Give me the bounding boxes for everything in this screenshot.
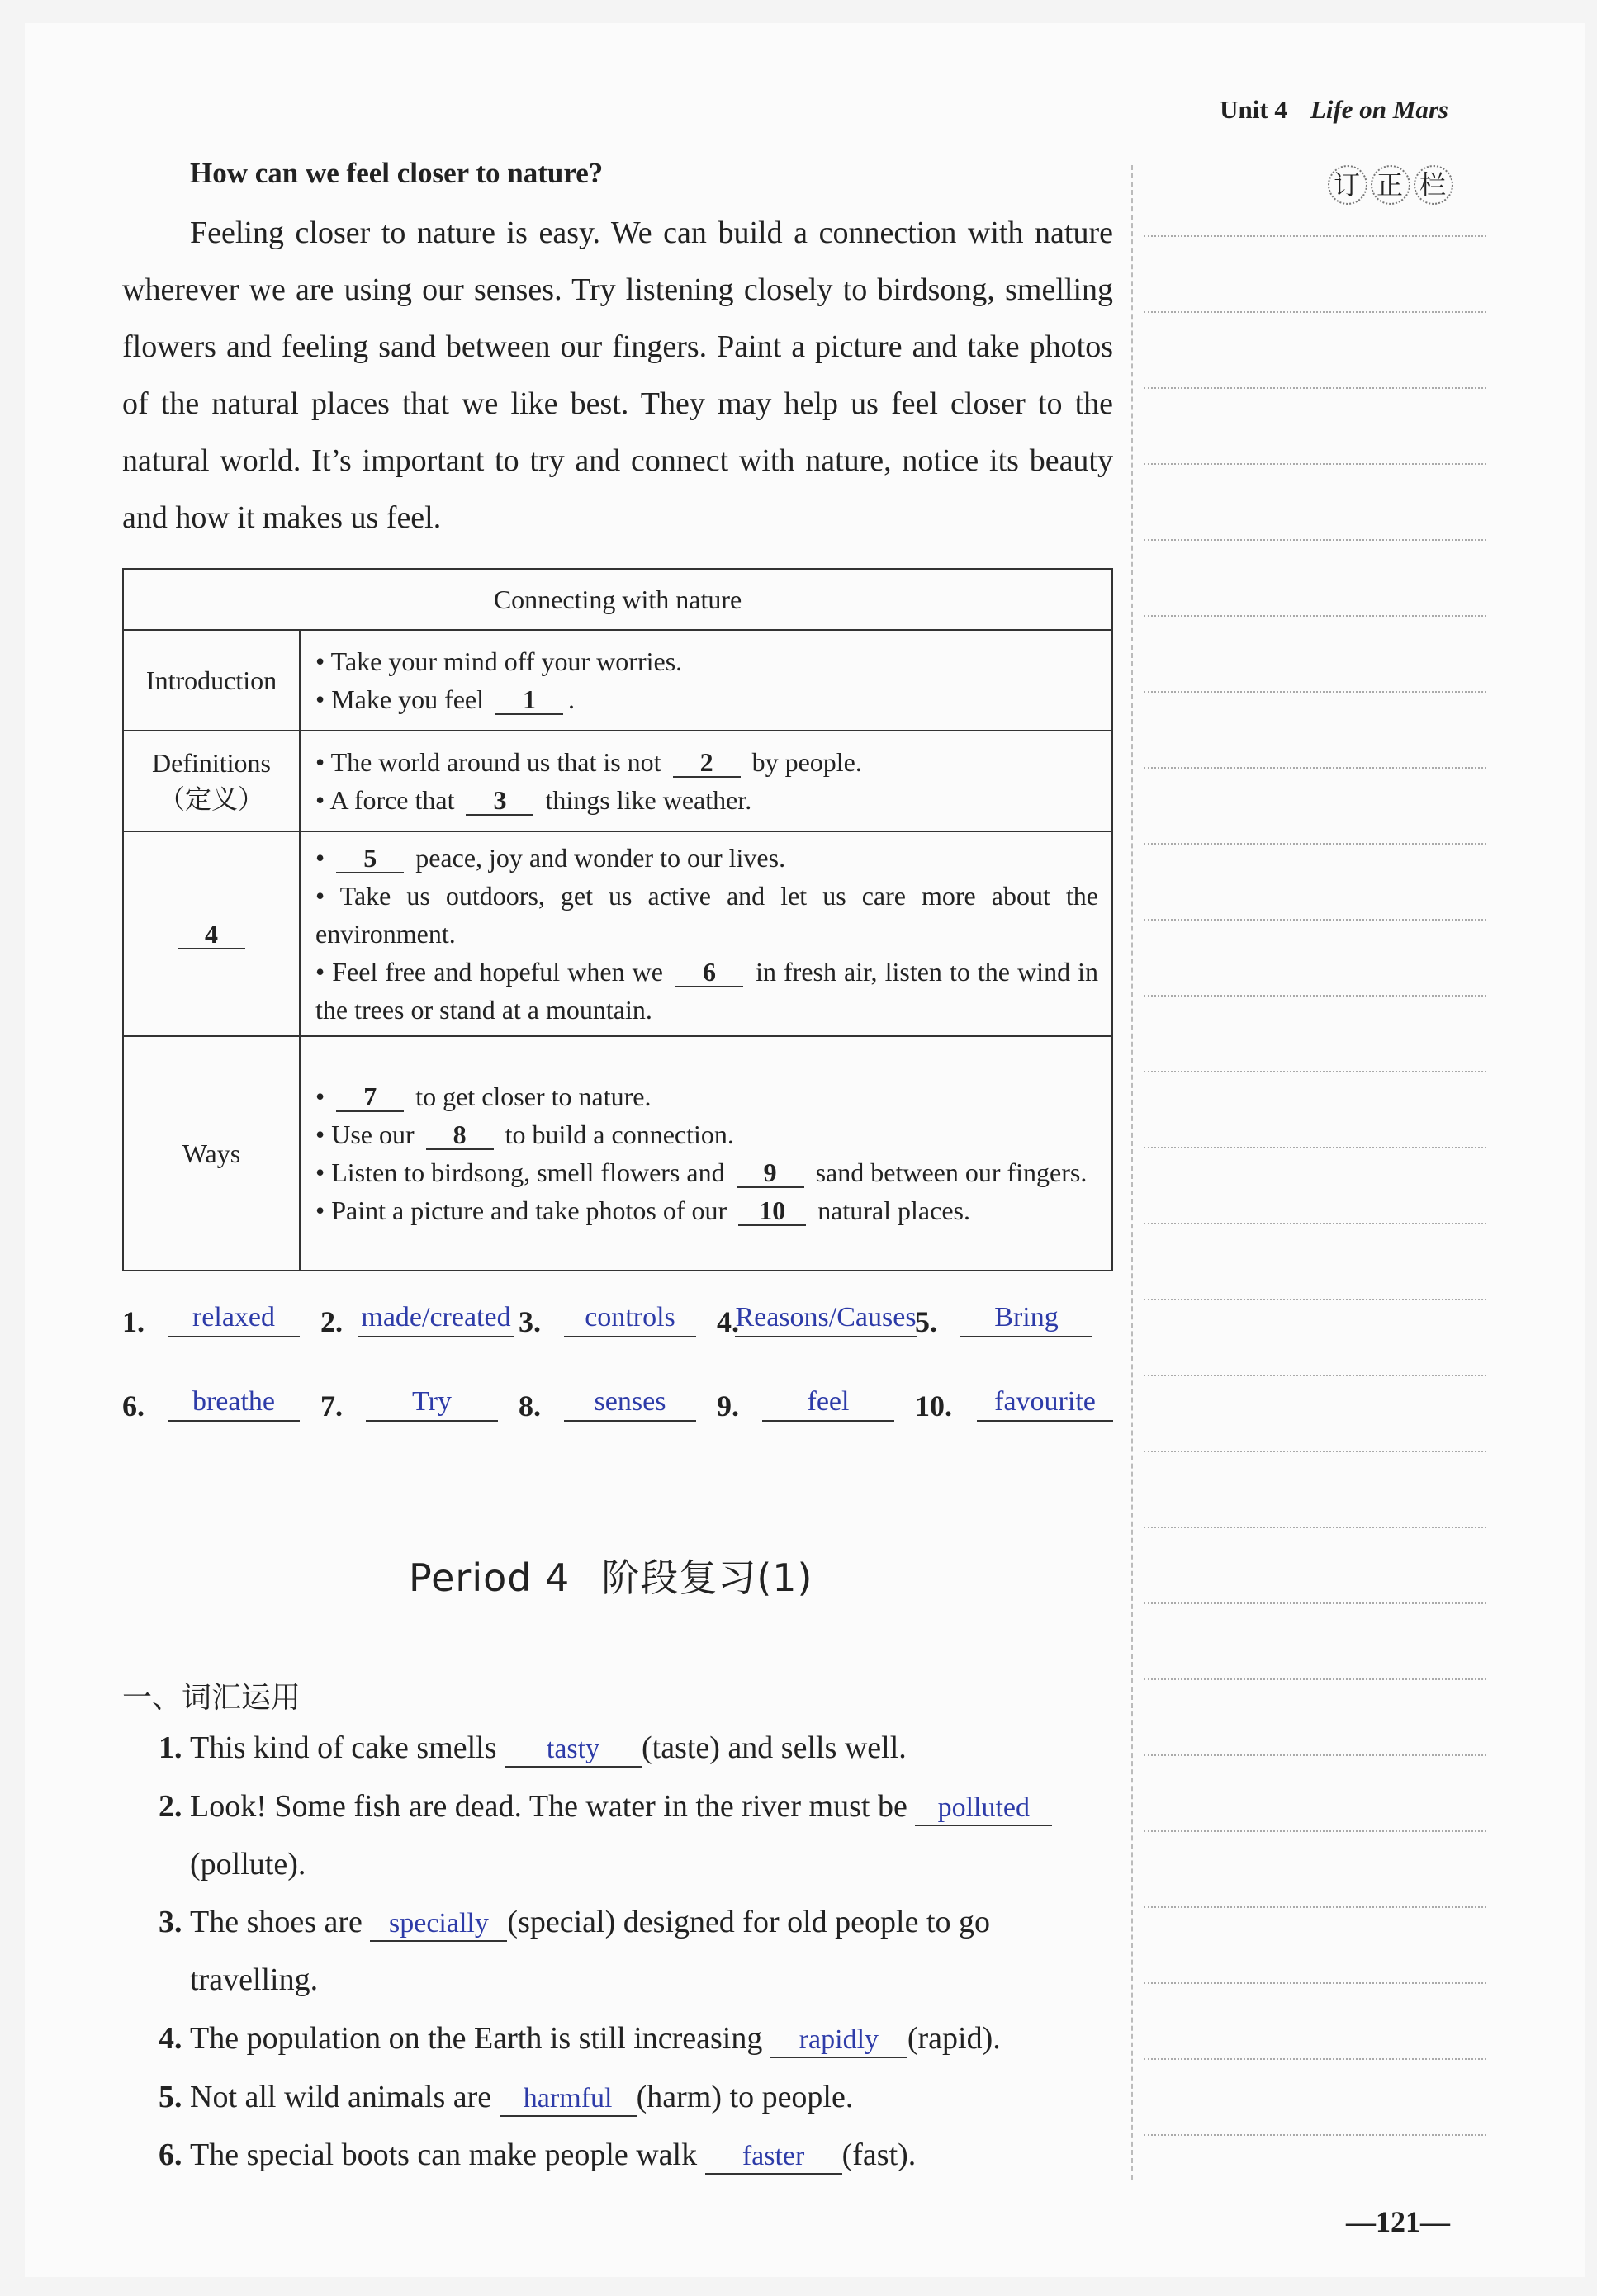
blank-3[interactable]: 3 xyxy=(466,786,533,816)
correction-line xyxy=(1144,1830,1486,1832)
blank-8[interactable]: 8 xyxy=(426,1120,494,1150)
blank-6[interactable]: 6 xyxy=(675,958,743,987)
answer-value[interactable]: Reasons/Causes xyxy=(735,1299,917,1337)
row-content xyxy=(300,630,1112,731)
answer-blank[interactable]: faster xyxy=(705,2140,842,2175)
row-label xyxy=(123,831,300,1036)
correction-line xyxy=(1144,995,1486,997)
answer-value[interactable]: feel xyxy=(762,1384,894,1422)
correction-line xyxy=(1144,1223,1486,1224)
answer-item: 6. breathe xyxy=(122,1389,145,1423)
exercise-item: 4. The population on the Earth is still increasing rapidly (rapid). xyxy=(190,2010,1115,2067)
table-line: • 7 to get closer to nature. xyxy=(315,1082,652,1111)
article-paragraph: Feeling closer to nature is easy. We can build a connection with nature wherever we are using our senses. Try listening closely to birdsong, smelling flowers and feeling sand between our fingers. Paint a picture and take photos of the natural places that we like best. They may help us feel closer to the natural world. It’s important to try and connect with nature, notice its beauty and how it makes us feel. xyxy=(122,215,1113,535)
correction-line xyxy=(1144,1527,1486,1528)
table-line: • The world around us that is not 2 by people. xyxy=(315,747,862,777)
table-line: • Make you feel 1 . xyxy=(315,684,576,714)
correction-line xyxy=(1144,463,1486,465)
blank-10[interactable]: 10 xyxy=(738,1196,806,1226)
answer-item: 9. feel xyxy=(717,1389,739,1423)
correction-line xyxy=(1144,1754,1486,1756)
answer-value[interactable]: made/created xyxy=(358,1299,514,1337)
answer-item: 7. Try xyxy=(320,1389,343,1423)
answer-item: 4. Reasons/Causes xyxy=(717,1304,739,1339)
table-title: Connecting with nature xyxy=(123,569,1112,630)
answer-blank[interactable]: rapidly xyxy=(770,2024,907,2058)
table-line: • A force that 3 things like weather. xyxy=(315,785,752,815)
correction-line xyxy=(1144,1602,1486,1604)
row-label: Definitions （定义） xyxy=(123,731,300,831)
row-content xyxy=(300,1036,1112,1271)
table-line: • Take your mind off your worries. xyxy=(315,646,683,676)
correction-line xyxy=(1144,311,1486,313)
correction-line xyxy=(1144,1071,1486,1072)
answer-value[interactable]: controls xyxy=(564,1299,696,1337)
article-title: How can we feel closer to nature? xyxy=(190,157,604,189)
margin-divider xyxy=(1131,165,1133,2180)
answer-blank[interactable]: specially xyxy=(370,1907,507,1942)
blank-7[interactable]: 7 xyxy=(336,1082,404,1112)
correction-line xyxy=(1144,767,1486,769)
correction-line xyxy=(1144,1678,1486,1680)
answer-blank[interactable]: tasty xyxy=(505,1733,642,1768)
table-line: • Take us outdoors, get us active and let us care more about the environment. xyxy=(315,881,1098,949)
answer-value[interactable]: relaxed xyxy=(168,1299,300,1337)
exercise-item: 3. The shoes are specially (special) designed for old people to go travelling. xyxy=(159,1905,991,1997)
answer-blank[interactable]: polluted xyxy=(915,1792,1052,1826)
blank-5[interactable]: 5 xyxy=(336,844,404,873)
exercise-item: 2. Look! Some fish are dead. The water in the river must be polluted(pollute). xyxy=(190,1778,1115,1893)
blank-4[interactable]: 4 xyxy=(178,920,245,949)
correction-line xyxy=(1144,919,1486,921)
correction-line xyxy=(1144,539,1486,541)
answer-item: 10. favourite xyxy=(915,1389,952,1423)
correction-char: 栏 xyxy=(1414,165,1453,205)
correction-char: 订 xyxy=(1328,165,1367,205)
table-line: • Use our 8 to build a connection. xyxy=(315,1120,734,1149)
correction-line xyxy=(1144,1147,1486,1148)
exercise-item: 6. The special boots can make people walk faster (fast). xyxy=(190,2126,1115,2184)
correction-line xyxy=(1144,1375,1486,1376)
unit-title: Life on Mars xyxy=(1310,95,1448,124)
answer-value[interactable]: Bring xyxy=(960,1299,1092,1337)
correction-line xyxy=(1144,1451,1486,1452)
answer-value[interactable]: Try xyxy=(366,1384,498,1422)
answer-value[interactable]: favourite xyxy=(977,1384,1113,1422)
answer-item: 3. controls xyxy=(519,1304,541,1339)
section-title: 一、词汇运用 xyxy=(122,1681,301,1715)
blank-9[interactable]: 9 xyxy=(737,1158,804,1188)
correction-line xyxy=(1144,1982,1486,1984)
correction-line xyxy=(1144,843,1486,845)
correction-column-label xyxy=(1328,165,1457,205)
correction-line xyxy=(1144,691,1486,693)
correction-line xyxy=(1144,387,1486,389)
answer-item: 5. Bring xyxy=(915,1304,937,1339)
exercise-item: 5. Not all wild animals are harmful (harm) to people. xyxy=(190,2068,1115,2126)
main-content xyxy=(122,157,1113,1461)
correction-line xyxy=(1144,1299,1486,1300)
row-content xyxy=(300,831,1112,1036)
table-line: • Paint a picture and take photos of our 10 natural places. xyxy=(315,1195,970,1225)
row-label: Introduction xyxy=(123,630,300,731)
answer-blank[interactable]: harmful xyxy=(500,2082,637,2117)
answer-item: 2. made/created xyxy=(320,1304,343,1339)
answer-value[interactable]: senses xyxy=(564,1384,696,1422)
row-content xyxy=(300,731,1112,831)
row-label: Ways xyxy=(123,1036,300,1271)
unit-label: Unit 4 xyxy=(1220,95,1287,124)
table-line: • 5 peace, joy and wonder to our lives. xyxy=(315,843,786,873)
answer-item: 1. relaxed xyxy=(122,1304,145,1339)
table-line: • Listen to birdsong, smell flowers and 9 sand between our fingers. xyxy=(315,1157,1088,1187)
correction-char: 正 xyxy=(1371,165,1410,205)
blank-2[interactable]: 2 xyxy=(673,748,741,778)
answer-key xyxy=(122,1280,1113,1461)
answer-item: 8. senses xyxy=(519,1389,541,1423)
correction-line xyxy=(1144,235,1486,237)
exercise-item: 1. This kind of cake smells tasty (taste) and sells well. xyxy=(190,1719,1115,1777)
correction-line xyxy=(1144,2134,1486,2136)
correction-line xyxy=(1144,2058,1486,2060)
connecting-with-nature-table xyxy=(122,568,1113,1271)
blank-1[interactable]: 1 xyxy=(495,685,563,715)
correction-line xyxy=(1144,1906,1486,1908)
period-heading: Period 4 阶段复习(1) xyxy=(409,1555,813,1600)
answer-value[interactable]: breathe xyxy=(168,1384,300,1422)
correction-line xyxy=(1144,615,1486,617)
table-line: • Feel free and hopeful when we 6 in fresh air, listen to the wind in the trees or stand at a mountain. xyxy=(315,957,1099,1025)
page-number: —121— xyxy=(1346,2205,1450,2238)
page-header xyxy=(1220,95,1448,125)
